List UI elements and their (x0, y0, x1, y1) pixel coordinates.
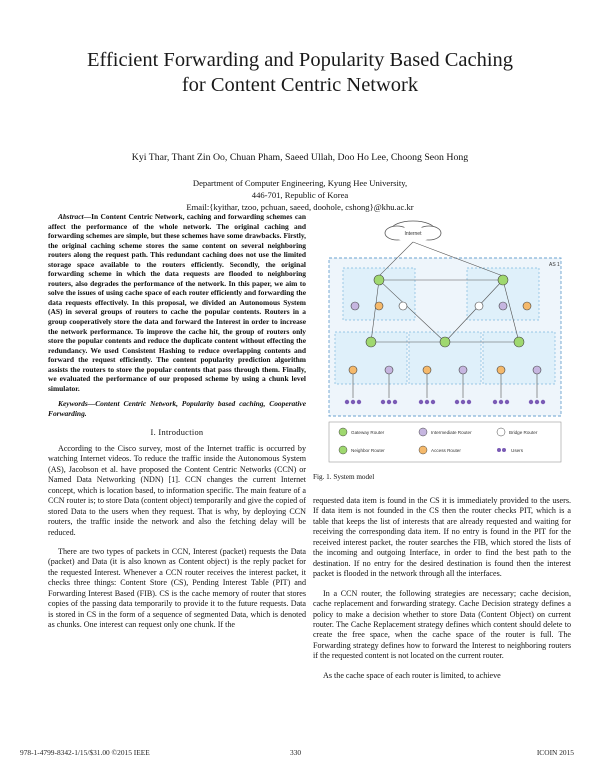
users-legend-icon (497, 448, 501, 452)
cloud-label: Internet (404, 231, 422, 237)
router-icon (349, 366, 357, 374)
legend-gateway: Gateway Router (351, 430, 385, 435)
authors: Kyi Thar, Thant Zin Oo, Chuan Pham, Saeed Ullah, Doo Ho Lee, Choong Seon Hong (131, 152, 469, 163)
router-icon (499, 302, 507, 310)
legend-bridge: Bridge Router (509, 430, 538, 435)
title-line-1: Efficient Forwarding and Popularity Based Caching (86, 49, 514, 71)
abstract-label: Abstract (58, 212, 84, 221)
as-label: AS 1 (549, 262, 560, 268)
gateway-router-icon (374, 275, 384, 285)
router-icon (497, 366, 505, 374)
router-icon (459, 366, 467, 374)
router-icon (351, 302, 359, 310)
figure-caption: Fig. 1. System model (313, 473, 375, 481)
router-icon (399, 302, 407, 310)
router-icon (514, 337, 524, 347)
router-icon (475, 302, 483, 310)
affiliation-email: Email:{kyithar, tzoo, pchuan, saeed, doohole, cshong}@khu.ac.kr (186, 202, 414, 212)
intermediate-router-legend-icon (419, 428, 427, 436)
system-model-figure (313, 214, 571, 466)
affiliation (30, 177, 570, 213)
router-icon (385, 366, 393, 374)
router-icon (440, 337, 450, 347)
keywords-text: —Content Centric Network, Popularity based caching, Cooperative Forwarding. (48, 399, 306, 418)
legend-box (329, 422, 561, 462)
bridge-router-legend-icon (497, 428, 505, 436)
access-router-legend-icon (419, 446, 427, 454)
paragraph: As the cache space of each router is limited, to achieve (323, 670, 501, 680)
page-number: 330 (290, 748, 302, 757)
keywords-label: Keywords (58, 399, 88, 409)
right-column (313, 496, 571, 681)
abstract-text: —In Content Centric Network, caching and forwarding schemes can affect the performance of the whole network. The original caching and forwarding schemes are simple, but these schemes have some drawbacks. Firstly, the original caching scheme stores the same content on several neighboring routers along the request path. This redundant caching does not use the limited storage space available to the routers efficiently. Secondly, the original forwarding scheme in which the data requests are flooded to neighboring routers, also degrades the performance of the network. In this paper, we aim to solve the issues of using cache space of each router efficiently and forwarding the data requests effectively. In this proposal, we divided an Autonomous System (AS) in several groups of routers to cache the popular contents. Routers in a group cooperatively store the data and forward the Interest in order to increase the network performance. To improve the cache hit, the group of routers only store the popular contents and reduce the duplicate content without effecting the redundancy. We used Consistent Hashing to reduce overlapping contents and forward the request efficiently. The content popularity prediction algorithm assists the routers to store the popular contents that pass through them. Finally, we evaluated the performance of our proposed scheme by using a chunk level simulator. (48, 212, 306, 393)
legend-users: Users (511, 448, 523, 453)
footer-venue: ICOIN 2015 (536, 748, 574, 757)
router-icon (533, 366, 541, 374)
neighbor-router-legend-icon (339, 446, 347, 454)
gateway-router-legend-icon (339, 428, 347, 436)
legend-access: Access Router (431, 448, 461, 453)
title-line-2: for Content Centric Network (181, 74, 419, 96)
legend-intermediate: Intermediate Router (431, 430, 472, 435)
abstract (48, 212, 306, 393)
gateway-router-icon (498, 275, 508, 285)
paragraph: requested data item is found in the CS it is immediately provided to the users. If data item is not founded in the CS then the router checks PIT, which is a table that keeps the list of interests that are already requested and waiting for receiving the corresponding data item. If no entry is found in the PIT for the received interest packet, the router searches the FIB, which stored the lists of the incoming and outgoing Interface, in order to find the best path to the destination. If no entry for the desired destination is found then the interest packet is flooded in the network through all the interfaces. (313, 496, 571, 579)
affiliation-line-1: Department of Computer Engineering, Kyung Hee University, (192, 178, 408, 188)
paragraph: There are two types of packets in CCN, Interest (packet) requests the Data (packet) and Data (it is also known as Content object) is the reply packet for the requested Interest. Whenever a CCN router receives the interest packet, it checks three things: Content Store (CS), Pending Interest Table (PIT) and Forwarding Interest Based (FIB). CS is the cache memory of router that stores copies of the passing data temporarily to provide it to the future requests. Data is stored in CS in the form of a sequence of segmented Data, which is denoted as chunks. One interest can request only one chunk. If the (48, 547, 306, 630)
router-icon (423, 366, 431, 374)
keywords (48, 399, 306, 418)
paragraph: In a CCN router, the following strategies are necessary; cache decision, cache replacement and forwarding strategy. Cache Decision strategy defines a policy to make a decision whether to store Data (Content Object) on current router. The Cache Replacement strategy defines which content should delete to create the free space, when the cache space of the router is full. The Forwarding strategy defines how to forward the Interest to neighboring routers if the requested content is not located on the current router. (313, 588, 571, 661)
footer-isbn: 978-1-4799-8342-1/15/$31.00 ©2015 IEEE (20, 748, 150, 757)
left-column (48, 212, 306, 631)
router-icon (366, 337, 376, 347)
router-icon (375, 302, 383, 310)
section-heading-introduction: I. Introduction (150, 428, 204, 438)
paper-title (40, 48, 560, 98)
paragraph: According to the Cisco survey, most of the Internet traffic is occurred by watching Internet videos. To reduce the traffic inside the Autonomous System (AS), Jacobson et al. have proposed the Content Centric Networks (CCN) or Named Data Networking (NDN) [1]. CCN changes the current Internet concept, which is location based, to information specific. The main feature of a CCN router is; to store Data (content object) temporarily and give the copied of stored Data to the users when they request. That is why, by deploying CCN routers, the traffic inside the network and also the fetching delay will be reduced. (48, 443, 306, 537)
legend-neighbor: Neighbor Router (351, 448, 385, 453)
router-icon (523, 302, 531, 310)
affiliation-line-2: 446-701, Republic of Korea (251, 190, 349, 200)
